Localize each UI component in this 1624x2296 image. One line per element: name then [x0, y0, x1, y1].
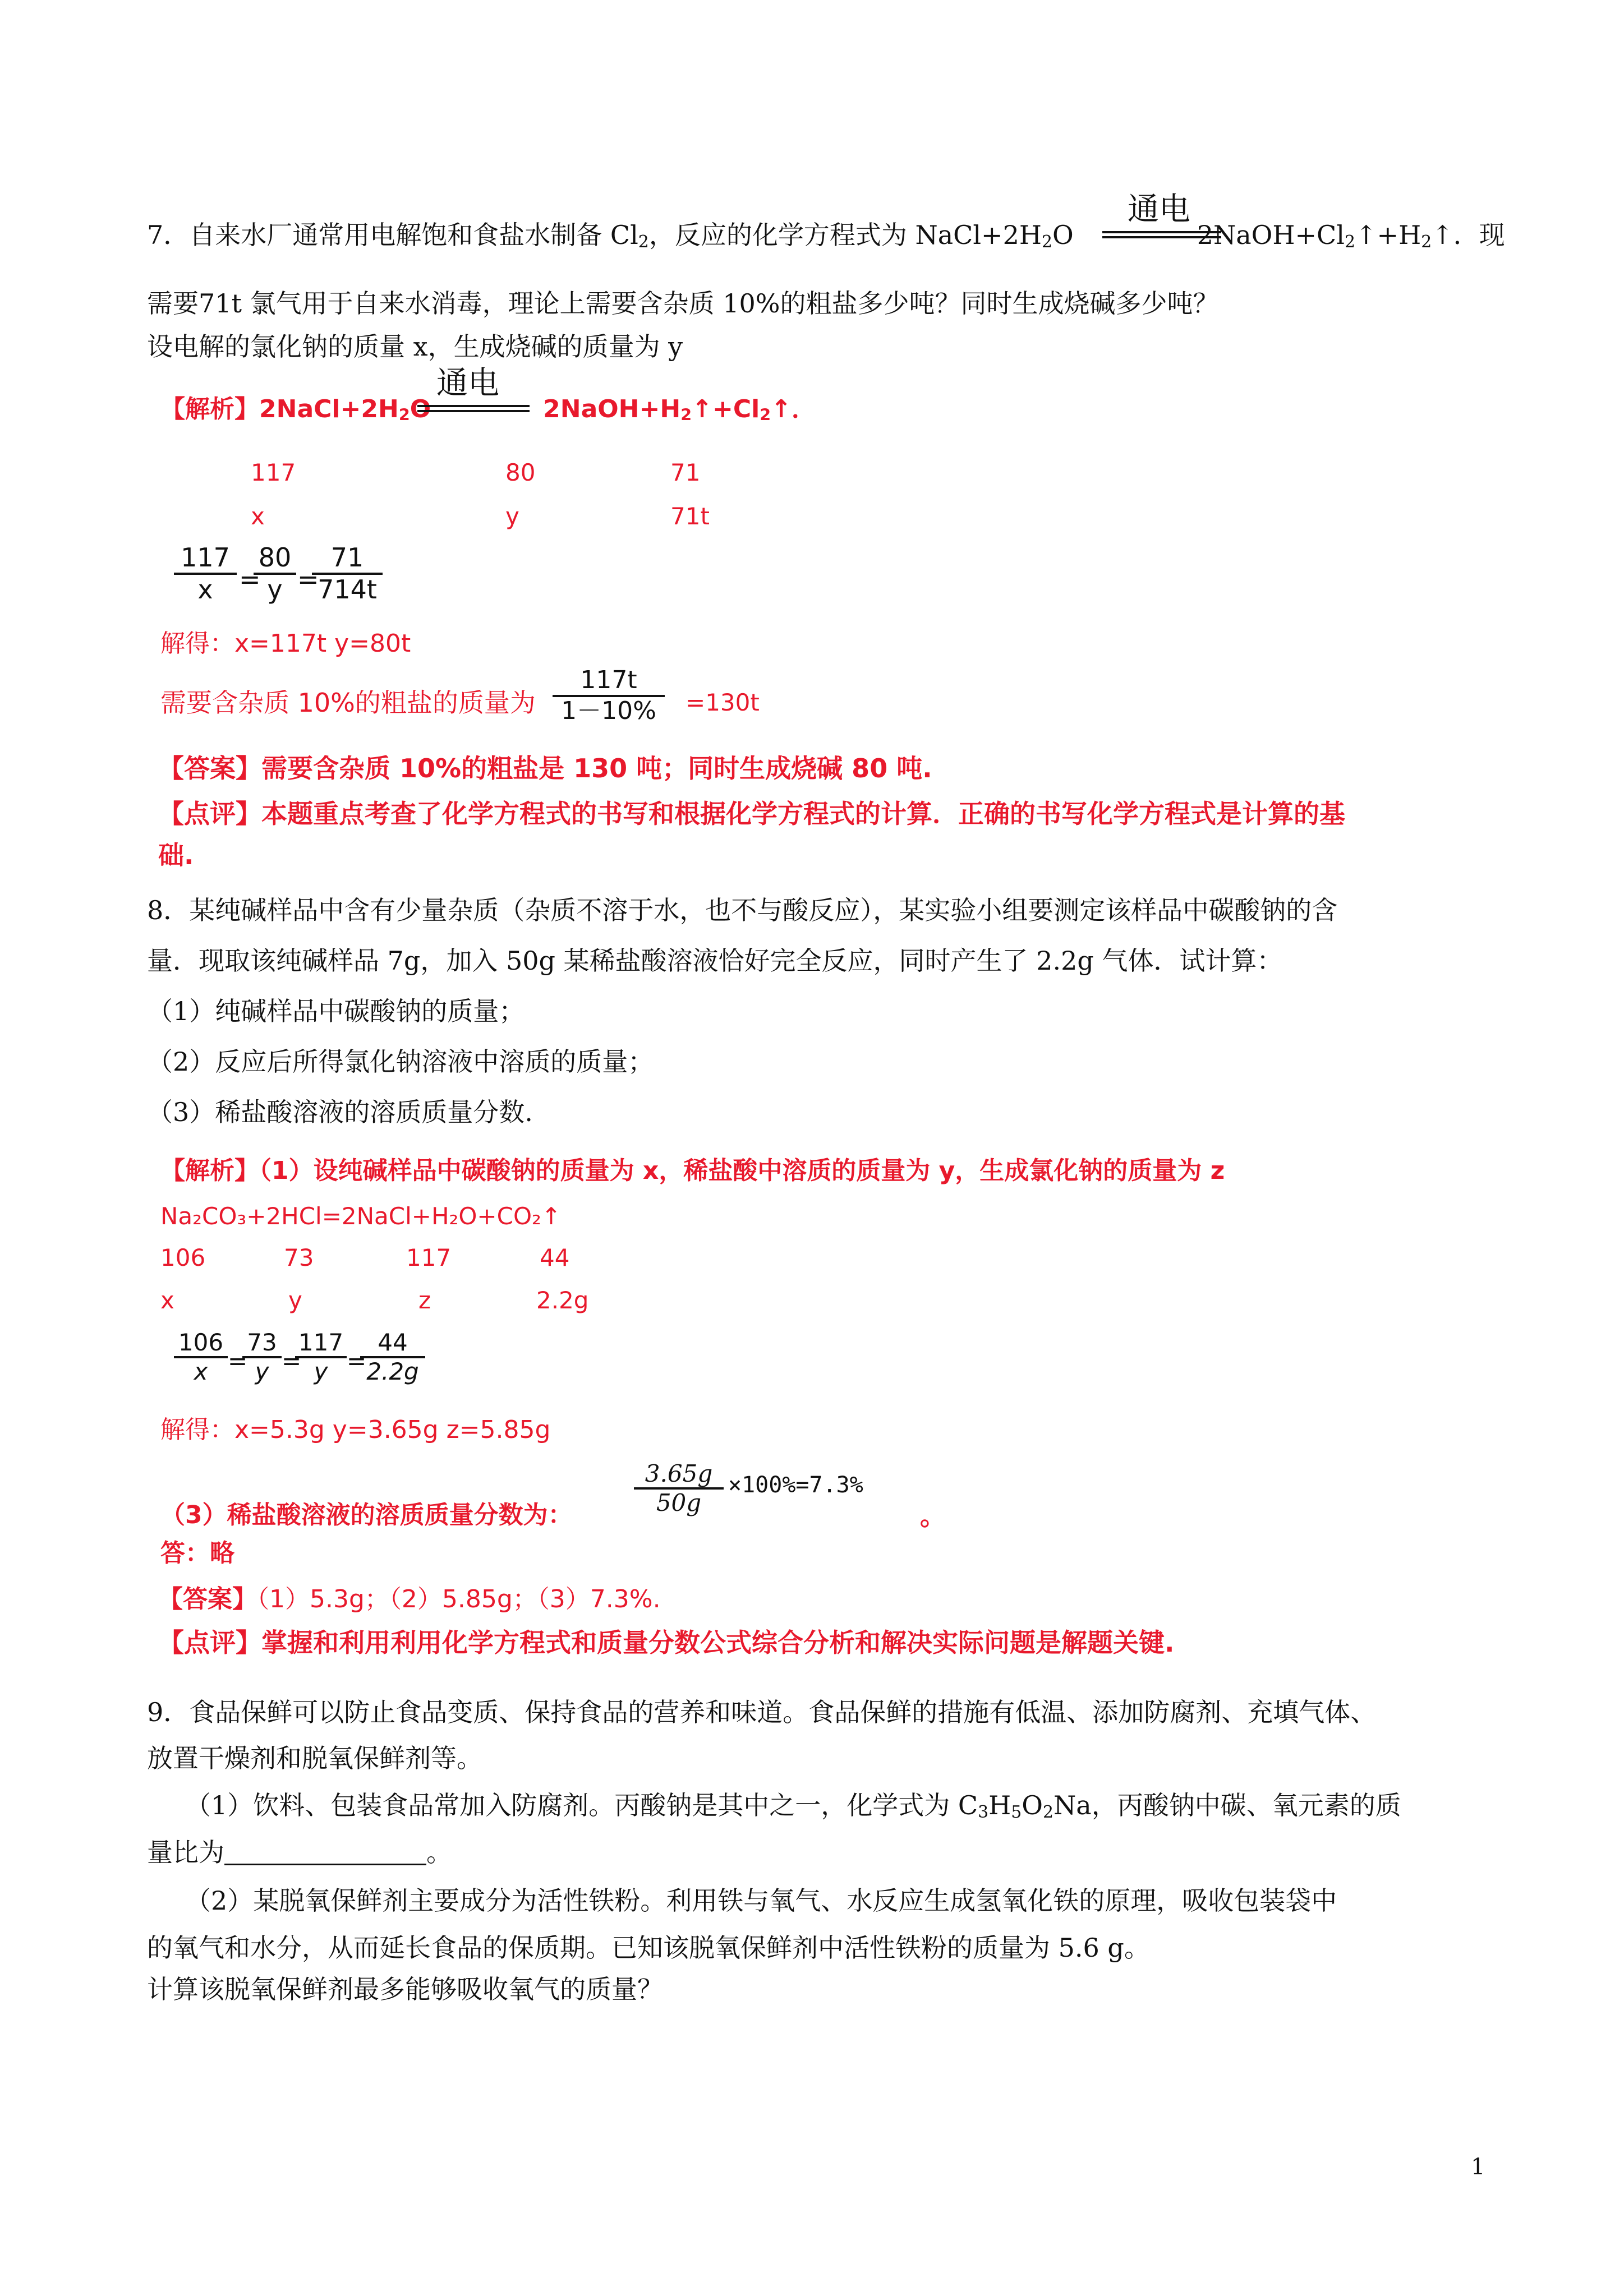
q8-eq-sign-1: = — [228, 1347, 248, 1375]
q7-equation-double-line — [1102, 231, 1221, 238]
q7-jiexi-double-line — [417, 405, 530, 412]
q7-line1: 7．自来水厂通常用电解饱和食盐水制备 $Cl_2$，反应的化学方程式为 $NaCl+2H_2O$ $2NaOH+Cl_2↑+H_2↑$．现 — [147, 220, 1505, 252]
q8-part3-end: 。 — [920, 1501, 946, 1531]
q9-line1: 9．食品保鲜可以防止食品变质、保持食品的营养和味道。食品保鲜的措施有低温、添加防腐剂、充填气体、 — [147, 1697, 1377, 1727]
q7-eq-sign-2: = — [297, 564, 319, 594]
q8-item1: （1）纯碱样品中碳酸钠的质量； — [147, 996, 525, 1026]
q8-line1: 8．某纯碱样品中含有少量杂质（杂质不溶于水，也不与酸反应），某实验小组要测定该样品中碳酸钠的含 — [147, 895, 1338, 925]
q7-eq-sign-1: = — [239, 564, 261, 594]
q9-part1-line2: 量比为 。 — [147, 1837, 452, 1868]
q9-part2-line2: 的氧气和水分，从而延长食品的保质期。已知该脱氧保鲜剂中活性铁粉的质量为 5.6 g。 — [147, 1933, 1150, 1963]
q8-item3: （3）稀盐酸溶液的溶质质量分数. — [147, 1097, 533, 1127]
q8-fraction-3: 117 y — [295, 1329, 347, 1386]
q8-part3-text: （3）稀盐酸溶液的溶质质量分数为： — [160, 1501, 573, 1529]
q9-part2-line3: 计算该脱氧保鲜剂最多能够吸收氧气的质量？ — [147, 1974, 663, 2004]
q7-jiexi-equation: 【解析】$2NaCl+2H_2O$ $2NaOH+H_2↑+Cl_2↑$． — [160, 395, 816, 425]
q8-eq-sign-2: = — [282, 1347, 302, 1375]
q9-answer-blank[interactable] — [224, 1841, 426, 1865]
q8-line2: 量．现取该纯碱样品 7g，加入 50g 某稀盐酸溶液恰好完全反应，同时产生了 2.2g 气体．试计算： — [147, 946, 1283, 976]
page-number: 1 — [1471, 2154, 1485, 2180]
q7-need-fraction: 117t 1－10% — [553, 666, 665, 725]
q7-fraction-1: 117 x — [174, 543, 237, 605]
q7-fraction-3: 71 714t — [312, 543, 383, 605]
q7-comment-line2: 础. — [158, 840, 194, 870]
q8-fraction-4: 44 2.2g — [360, 1329, 425, 1386]
q8-eq-sign-3: = — [347, 1347, 367, 1375]
q8-comment: 【点评】掌握和利用利用化学方程式和质量分数公式综合分析和解决实际问题是解题关键. — [158, 1628, 1175, 1658]
q7-comment-line1: 【点评】本题重点考查了化学方程式的书写和根据化学方程式的计算．正确的书写化学方程式是计算的基 — [158, 799, 1345, 829]
q9-line2: 放置干燥剂和脱氧保鲜剂等。 — [147, 1743, 482, 1773]
q8-jiexi: 【解析】（1）设纯碱样品中碳酸钠的质量为 x，稀盐酸中溶质的质量为 y，生成氯化钠的质量为 z — [160, 1156, 1225, 1185]
q8-item2: （2）反应后所得氯化钠溶液中溶质的质量； — [147, 1046, 654, 1077]
q7-line3: 设电解的氯化钠的质量 x，生成烧碱的质量为 y — [147, 331, 683, 362]
q8-fraction-2: 73 y — [242, 1329, 282, 1386]
q8-equation: Na₂CO₃+2HCl=2NaCl+H₂O+CO₂↑ — [160, 1202, 562, 1230]
q8-answer: 【答案】（1）5.3g；（2）5.85g；（3）7.3%. — [158, 1585, 661, 1613]
q7-answer: 【答案】需要含杂质 10%的粗盐是 130 吨；同时生成烧碱 80 吨. — [158, 753, 932, 783]
q7-need-text: 需要含杂质 10%的粗盐的质量为 — [160, 688, 536, 718]
q9-part2-line1: （2）某脱氧保鲜剂主要成分为活性铁粉。利用铁与氧气、水反应生成氢氧化铁的原理，吸收包装袋中 — [185, 1885, 1337, 1916]
q8-da: 答：略 — [160, 1539, 234, 1567]
q8-part3-result: ×100%=7.3% — [728, 1472, 863, 1498]
q8-part3-fraction: 3.65g 50g — [634, 1460, 724, 1517]
q8-solution: 解得：x=5.3g y=3.65g z=5.85g — [160, 1416, 551, 1444]
q7-solution: 解得：x=117t y=80t — [160, 629, 411, 658]
q7-condition-label: 通电 — [1128, 191, 1190, 228]
q7-jiexi-condition-label: 通电 — [436, 365, 499, 402]
q7-line2: 需要71t 氯气用于自来水消毒，理论上需要含杂质 10%的粗盐多少吨？同时生成烧碱多少吨？ — [147, 288, 1219, 319]
q7-fraction-2: 80 y — [254, 543, 296, 605]
q9-part1-line1: （1）饮料、包装食品常加入防腐剂。丙酸钠是其中之一，化学式为 $C_3H_5O_2Na$，丙酸钠中碳、氧元素的质 — [185, 1790, 1401, 1822]
q8-fraction-1: 106 x — [174, 1329, 228, 1386]
q7-need-result: =130t — [686, 689, 760, 716]
